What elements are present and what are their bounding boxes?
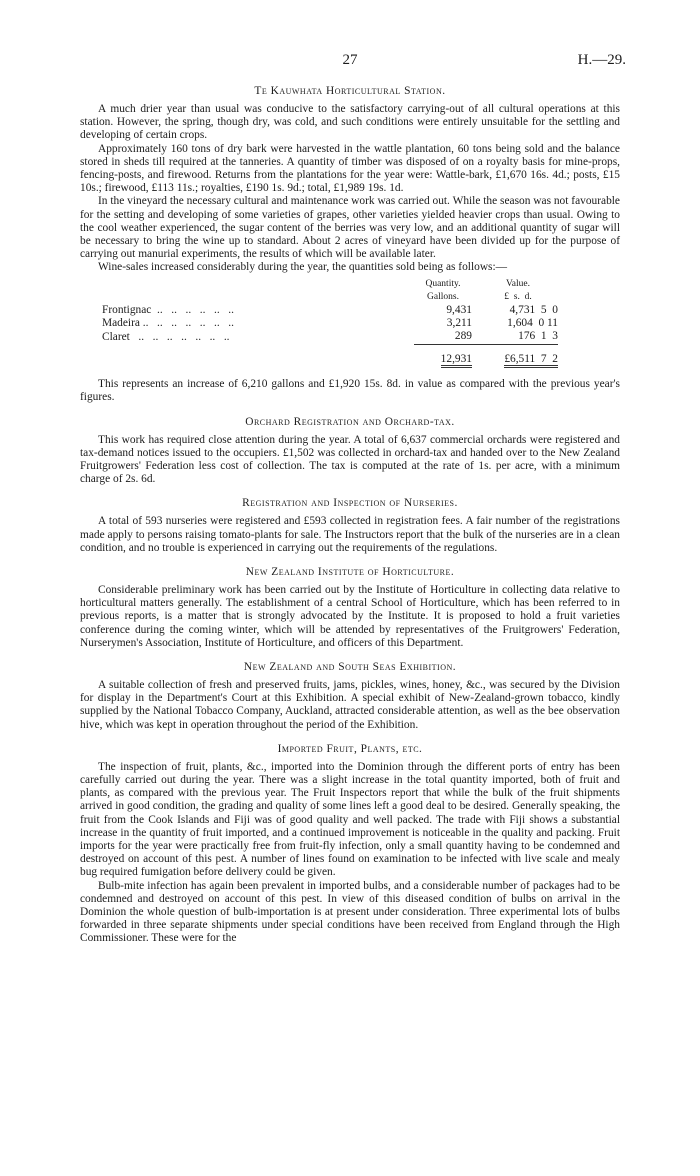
- total-quantity: 12,931: [441, 353, 472, 368]
- page-header: [80, 52, 626, 74]
- value-cell: 176 1 3: [518, 330, 558, 343]
- paragraph: This represents an increase of 6,210 gallons and £1,920 15s. 8d. in value as compared with the previous year's figures.: [80, 378, 620, 404]
- value-unit: £ s. d.: [504, 291, 532, 302]
- section-nurseries: [80, 496, 620, 555]
- paragraph: The inspection of fruit, plants, &c., imported into the Dominion through the different ports of entry has been carefully carried out during the year. There was a slight increase in the total quantity imported, both of fruit and plants, as compared with the previous year. The Fruit Inspectors report that while the bulk of the fruit shipments arrived in good condition, the grading and quality of some lines left a good deal to be desired. Generally speaking, the fruit from the Cook Islands and Fiji was of good quality and well packed. The trade with Fiji shows a substantial increase in the quantity of fruit imported, and a continued improvement is noticeable in the quality and packing. Fruit imports for the year were practically free from fruit-fly infection, only a small quantity having to be condemned and destroyed on account of this pest. A number of lines found on examination to be infected with live scale and mealy bug required fumigation before delivery could be given.: [80, 760, 620, 879]
- section-title: Te Kauwhata Horticultural Station.: [254, 85, 446, 97]
- paragraph: Approximately 160 tons of dry bark were harvested in the wattle plantation, 60 tons being sold and the balance stored in sheds till required at the tanneries. A quantity of timber was disposed of on a royalty basis for mine-props, fencing-posts, and firewood. Returns from the plantations for the year were: Wattle-bark, £1,670 16s. 4d.; posts, £15 10s.; firewood, £113 11s.; royalties, £190 1s. 9d.; total, £1,989 19s. 1d.: [80, 142, 620, 195]
- section-imported-fruit: [80, 742, 620, 946]
- table-row: [102, 317, 558, 330]
- quantity-cell: 3,211: [446, 317, 472, 330]
- paragraph: Bulb-mite infection has again been prevalent in imported bulbs, and a considerable number of packages had to be condemned and destroyed on account of this pest. In view of this diseased condition of bulbs on arrival in the Dominion the whole question of bulb-importation is at present under consideration. Three experimental lots of bulbs forwarded in three separate shipments under special conditions have been received from England through the High Commissioner. These were for the: [80, 879, 620, 945]
- section-institute: [80, 565, 620, 650]
- section-title: Imported Fruit, Plants, etc.: [277, 742, 423, 755]
- paragraph: A total of 593 nurseries were registered and £593 collected in registration fees. A fair number of the registrations made apply to persons raising tomato-plants for sale. The Instructors report that the bulk of the nurseries are in a clean condition, and no trouble is experienced in carrying out the requirements of the regulations.: [80, 515, 620, 554]
- quantity-cell: 289: [454, 330, 472, 343]
- section-te-kauwhata: [80, 84, 620, 405]
- section-exhibition: [80, 660, 620, 732]
- document-page: [80, 52, 626, 946]
- value-header: Value.: [505, 278, 530, 289]
- dot-leader: .. .. .. .. .. .. ..: [129, 330, 230, 343]
- quantity-header: Quantity.: [425, 278, 461, 289]
- table-header-row: [102, 278, 558, 291]
- section-title: Orchard Registration and Orchard-tax.: [245, 415, 455, 428]
- total-value: £6,511 7 2: [504, 353, 558, 368]
- dot-leader: .. .. .. .. .. .. ..: [139, 317, 234, 330]
- paragraph: Wine-sales increased considerably during the year, the quantities sold being as follows:—: [98, 261, 508, 274]
- table-unit-row: [102, 291, 558, 304]
- document-reference: H.—29.: [577, 52, 626, 68]
- wine-name: Madeira: [102, 317, 140, 330]
- value-cell: 1,604 0 11: [507, 317, 558, 330]
- quantity-unit: Gallons.: [427, 291, 459, 302]
- wine-sales-table: [102, 278, 558, 367]
- paragraph: Considerable preliminary work has been carried out by the Institute of Horticulture in collecting data relative to horticultural matters generally. The establishment of a central School of Horticulture, which has been referred to in previous reports, is a matter that is strongly advocated by the Institute. It is proposed to hold a fruit varieties conference during the coming winter, which will be attended by representatives of the Fruitgrowers' Federation, Nurserymen's Association, Institute of Horticulture, and officers of this Department.: [80, 583, 620, 649]
- table-row: [102, 330, 558, 344]
- section-orchard-registration: [80, 415, 620, 487]
- wine-name: Frontignac: [102, 304, 152, 317]
- paragraph: In the vineyard the necessary cultural and maintenance work was carried out. While the season was not favourable for the setting and developing of some varieties of grapes, other varieties yielded heavier crops than usual. Owing to the cool weather experienced, the sugar content of the berries was very low, and an additional quantity of sugar will be necessary to bring the wine up to standard. About 2 acres of vineyard have been divided up for the purpose of carrying out manurial experiments, the results of which will be available later.: [80, 195, 620, 261]
- dot-leader: .. .. .. .. .. ..: [151, 304, 234, 317]
- table-row: [102, 304, 558, 317]
- wine-name: Claret: [102, 330, 130, 343]
- paragraph: A suitable collection of fresh and preserved fruits, jams, pickles, wines, honey, &c., was secured by the Division for display in the Department's Court at this Exhibition. A special exhibit of New-Zealand-grown tobacco, kindly supplied by the National Tobacco Company, Auckland, attracted considerable attention, as well as the bee observation hive, which was kept in operation throughout the period of the Exhibition.: [80, 679, 620, 731]
- quantity-cell: 9,431: [446, 304, 472, 317]
- section-title: New Zealand Institute of Horticulture.: [245, 565, 455, 578]
- section-title: Registration and Inspection of Nurseries.: [242, 497, 458, 510]
- paragraph: This work has required close attention during the year. A total of 6,637 commercial orchards were registered and tax-demand notices issued to the occupiers. £1,502 was collected in orchard-tax and handed over to the New Zealand Fruitgrowers' Federation less cost of collection. The tax is computed at the rate of 1s. per acre, with a minimum charge of 2s. 6d.: [80, 433, 620, 486]
- paragraph: A much drier year than usual was conducive to the satisfactory carrying-out of all cultural operations at this station. However, the spring, though dry, was cold, and such conditions were entirely unsuitable for the settling and developing of certain crops.: [80, 103, 620, 142]
- section-title: New Zealand and South Seas Exhibition.: [243, 661, 457, 673]
- table-total-row: [102, 344, 558, 366]
- value-cell: 4,731 5 0: [509, 304, 558, 317]
- page-number: 27: [342, 52, 358, 68]
